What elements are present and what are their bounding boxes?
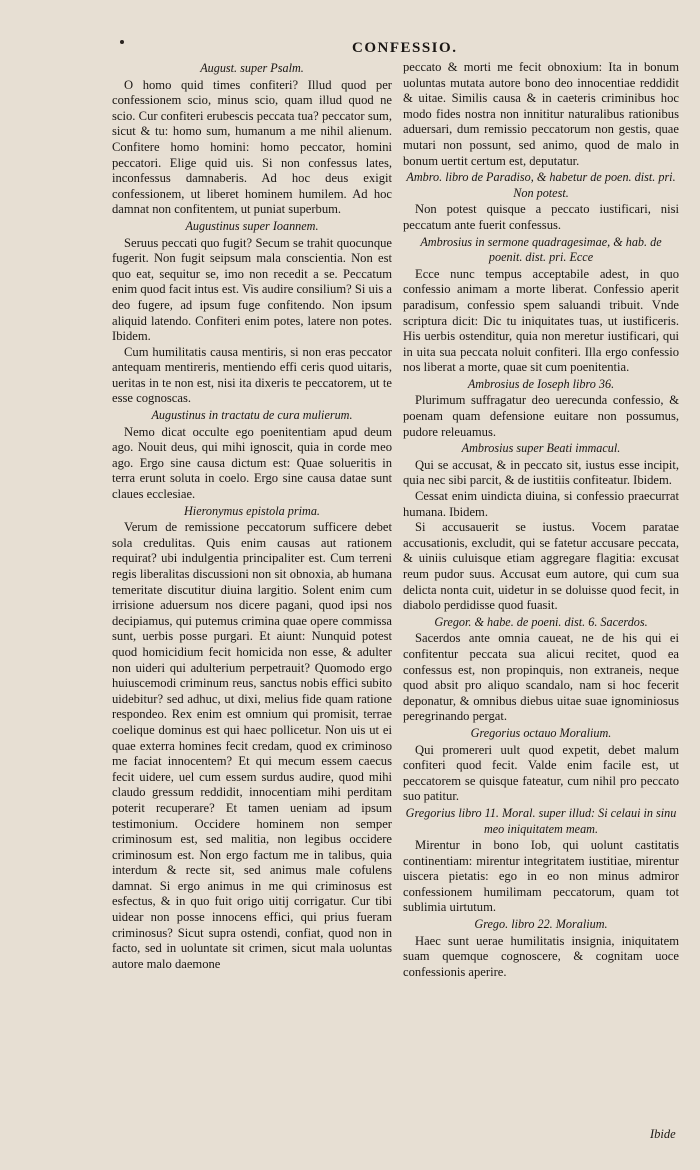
body-paragraph: Haec sunt uerae humilitatis insignia, iniquitatem suam quemque cognoscere, & cognitam uoce confessionis aperire. (403, 933, 679, 979)
body-paragraph: Verum de remissione peccatorum sufficere debet sola credulitas. Quis enim causas aut rationem requirat? ubi indulgentia principaliter est. Cum terreni regis liberalitas discussioni non sit obnoxia, ab humana temeritate discutitur diuina largitio. Solent enim cum irrisione aduersum nos dicere pagani, quod ipsi nos decipiamus, qui putemus crimina quae opere commissa sunt, uerbis posse purgari. Et aiunt: Nunquid potest quod homicidium fecit homicida non esse, & adulter non uideri qui adulterium perpetrauit? Quomodo ergo huiuscemodi criminum reus, sanctus nobis effici subito uidebitur? sed adhuc, ut dixi, melius fide quam ratione respondeo. Rex enim est omnium qui promisit, terrae coelique dominus est qui haec pollicetur. Non uis ut ei quae exterra homines fecit credam, quod ex criminoso me faciat innocentem? Et qui mecum essem caecus fecit uidere, uel cum essem surdus audire, quod mihi claudo gressum reddidit, innocentiam mihi perditam poterit recuperare? Et tamen ueniam ad ipsum testimonium. Occidere hominem non semper criminosum est, sed malitia, non legibus occidere criminosum est. Non ergo factum me in talibus, quia interdum & recte sit, sed animus male cofulens damnat. Si ergo animus in me qui criminosus est esfectus, & in quo fuit origo uitij corrigatur. Cur tibi uidear non posse innocens effici, qui prius fueram criminosus? Sicut supra ostendi, confiat, quod non in facto, sed in uoluntate sit crimen, sicut mala uoluntas autore malo daemone (112, 520, 392, 971)
body-paragraph: Mirentur in bono Iob, qui uolunt castitatis continentiam: mirentur integritatem iustitiae, mirentur uiscera pietatis: ego in eo non minus admiror confessionem humilimam peccatorum, quam tot sublimia uirtutum. (403, 838, 679, 915)
section-heading: August. super Psalm. (200, 61, 304, 75)
body-paragraph: Seruus peccati quo fugit? Secum se trahit quocunque fugerit. Non fugit seipsum mala conscientia. Non est quo eat, sequitur se, imo non recedit a se. Peccatum enim quod facit intus est. Vis audire consilium? Si uis a deo fugere, ad ipsum fuge confitendo. Non ipsum aliquid latendo. Confiteri enim potes, latere non potes. Ibidem. (112, 235, 392, 344)
body-paragraph: Qui promereri uult quod expetit, debet malum confiteri quod fecit. Valde enim facile est, ut peccatorem se quisque fateatur, cum nihil pro peccato suo patitur. (403, 742, 679, 804)
body-paragraph: Ecce nunc tempus acceptabile adest, in quo confessio animam a morte liberat. Confessio aperit paradisum, confessio spem saluandi tribuit. Vnde scriptura dicit: Dic tu iniquitates tuas, ut iustificeris. His uerbis ostenditur, quia non meretur iustificari, qui in uita sua peccata noluit confiteri. Illa ergo confessio nos liberat a morte, quae sit cum poenitentia. (403, 266, 679, 375)
section-heading: Augustinus in tractatu de cura mulierum. (151, 408, 353, 423)
section-heading: Gregor. & habe. de poeni. dist. 6. Sacerdos. (434, 614, 648, 629)
body-paragraph: Qui se accusat, & in peccato sit, iustus esse incipit, quia nec sibi parcit, & de iustitiis confiteatur. Ibidem. (403, 457, 679, 488)
section-heading: Hieronymus epistola prima. (184, 503, 320, 518)
body-paragraph: Sacerdos ante omnia caueat, ne de his qui ei confitentur peccata sua alicui recitet, quod ea confessus est, non propinquis, non extraneis, neque quod absit pro aliquo scandalo, nam si hoc fecerit deponatur, & omnibus diebus uitae suae ignominiosus peregrinando pergat. (403, 631, 679, 724)
body-paragraph: Cum humilitatis causa mentiris, si non eras peccator antequam mentireris, mentiendo effi ceris quod uitaris, ueritas in te non est, nisi ita dixeris te peccatorem, ut te esse cognoscas. (112, 344, 392, 406)
body-paragraph: Cessat enim uindicta diuina, si confessio praecurrat humana. Ibidem. (403, 489, 679, 519)
section-heading: Augustinus super Ioannem. (185, 218, 319, 233)
section-heading: Ambrosius super Beati immacul. (461, 441, 621, 456)
section-heading: Gregorius octauo Moralium. (470, 725, 612, 740)
section-heading: Ambrosius de Ioseph libro 36. (467, 376, 615, 391)
body-paragraph: Plurimum suffragatur deo uerecunda confessio, & poenam quam defensione euitare non possumus, pudore releuamus. (403, 393, 679, 439)
ink-spot (120, 40, 124, 44)
section-heading: Gregorius libro 11. Moral. super illud: Si celaui in sinu meo iniquitatem meam. (405, 805, 677, 836)
body-paragraph: Non potest quisque a peccato iustificari, nisi peccatum ante fuerit confessus. (403, 202, 679, 232)
body-paragraph: peccato & morti me fecit obnoxium: Ita in bonum uoluntas mutata autore bono deo innocentiae reddidit & uitae. Similis causa & in caeteris criminibus hoc modo fides nostra non innititur naturalibus rationibus aduersari, dum remissio peccatorum non gestis, quae mutari non possunt, sed animo, quod de malo in bonum uertit certum est, deputatur. (403, 60, 679, 168)
body-paragraph: O homo quid times confiteri? Illud quod per confessionem scio, minus scio, quam illud quod ne scio. Cur confiteri erubescis peccata tua? peccator sum, sicut & tu: homo sum, humanum a me nihil alienum. Confitere homo homini: homo peccator, homini peccatori. Elige quid uis. Si non confessus lates, inconfessus damnaberis. Ad hoc deus exigit confessionem, ut liberet hominem humilem. Ad hoc damnat non confitentem, ut puniat superbum. (112, 77, 392, 217)
body-paragraph: Nemo dicat occulte ego poenitentiam apud deum ago. Nouit deus, qui mihi ignoscit, quia in corde meo ago. Ergo sine causa dictum est: Quae solueritis in terra erunt soluta in coelo. Ergo sine causa datae sunt claues ecclesiae. (112, 424, 392, 502)
right-column (403, 60, 679, 980)
body-paragraph: Si accusauerit se iustus. Vocem paratae accusationis, excludit, qui se fatetur accusare peccata, & uiniis culuisque etiam aggregare flagitia: excusat reum pudor suus. Accusat eum autore, qui cum sua delicta nonta cuit, uidetur in se doluisse quod fecit, in diabolo perdidisse quod fuasit. (403, 520, 679, 613)
left-column (112, 60, 392, 972)
section-heading: Ambro. libro de Paradiso, & habetur de poen. dist. pri. Non potest. (406, 170, 676, 200)
running-head: CONFESSIO. (352, 40, 458, 56)
section-heading: Grego. libro 22. Moralium. (474, 917, 608, 932)
section-heading: Ambrosius in sermone quadragesimae, & hab. de poenit. dist. pri. Ecce (420, 234, 662, 265)
catchword: Ibide (650, 1127, 676, 1141)
